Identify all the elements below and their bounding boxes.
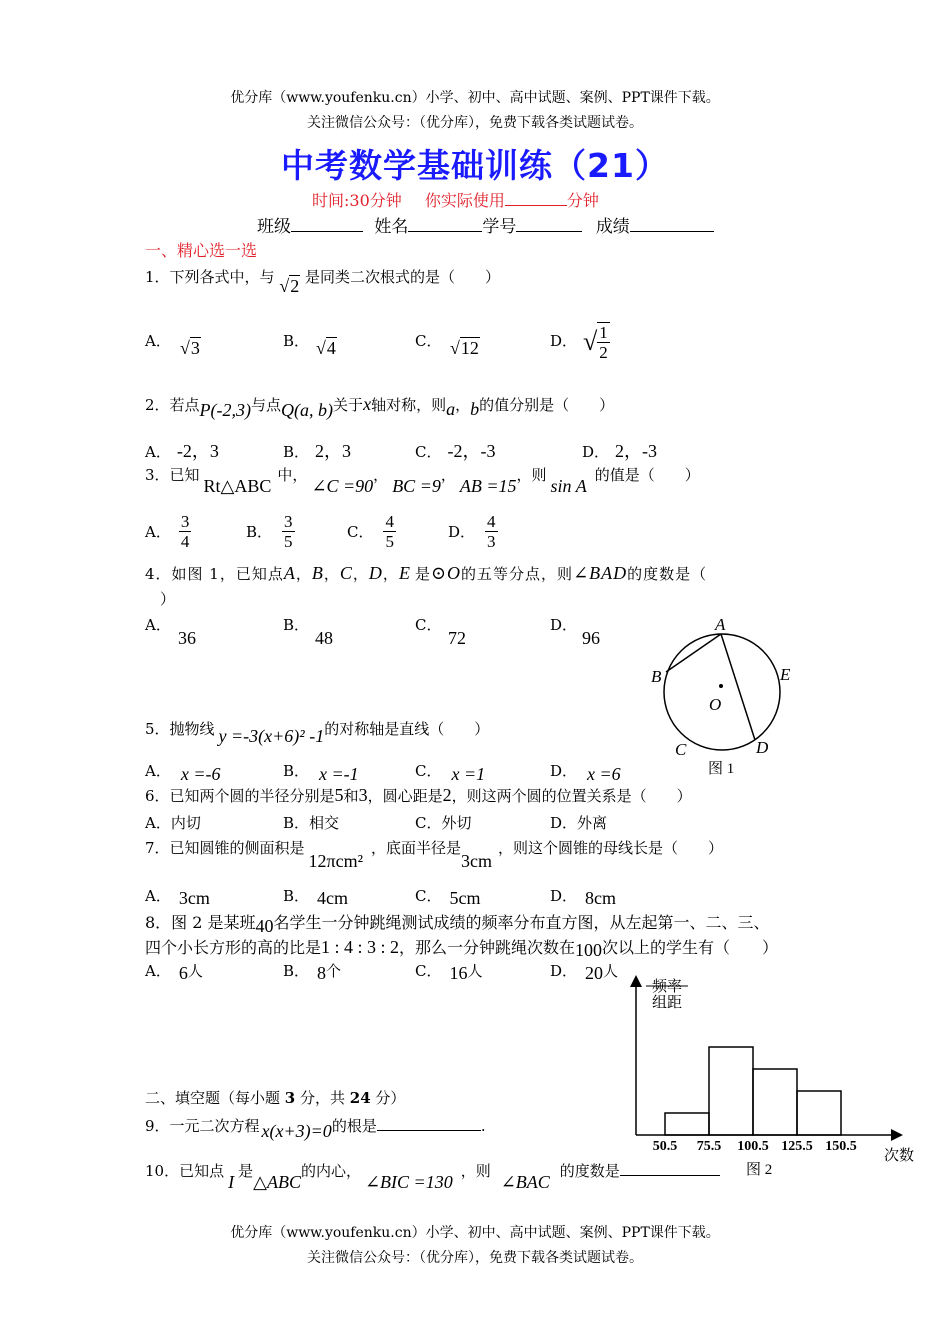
q4-circle-symbol: ⊙O (430, 563, 462, 583)
q1-suffix: 是同类二次根式的是（ ） (305, 268, 501, 286)
q4-option-c[interactable]: C． (415, 616, 442, 634)
header-line-1: 优分库（www.youfenku.cn）小学、初中、高中试题、案例、PPT课件下载。 (230, 90, 720, 106)
q9-equation: x(x+3)=0 (261, 1121, 332, 1141)
question-7: 7．已知圆锥的侧面积是12πcm²，底面半径是3cm，则这个圆锥的母线长是（ ） (145, 839, 724, 871)
question-3: 3．已知Rt△ABC中，∠C =90，BC =9，AB =15，则sin A的值是（ ） (145, 466, 700, 496)
footer-line-2: 关注微信公众号：（优分库），免费下载各类试题试卷。 (307, 1250, 643, 1266)
q1-option-b-value: √4 (316, 338, 336, 358)
time-limit: 时间:30分钟 (312, 191, 402, 210)
q4-option-d-value: 96 (582, 628, 600, 648)
q2-point-p: P(-2,3) (199, 400, 252, 420)
x-tick-label: 75.5 (696, 1139, 722, 1154)
q5-option-a[interactable]: A． x =-6 (145, 762, 221, 784)
score-label: 成绩 (595, 217, 630, 237)
q4-option-a-value: 36 (178, 628, 196, 648)
question-8-line-2: 四个小长方形的高的比是1 : 4 : 3 : 2，那么一分钟跳绳次数在100次以上的学生有（ ） (145, 937, 779, 960)
question-5: 5．抛物线 y =-3(x+6)² -1的对称轴是直线（ ） (145, 720, 490, 746)
time-used-label: 你实际使用 (424, 191, 505, 210)
q2-option-c[interactable]: C． -2，-3 (415, 441, 496, 461)
histogram-bar-4 (797, 1091, 841, 1135)
q4-close-paren: ） (160, 590, 176, 608)
section-1-title: 一、精心选一选 (145, 241, 258, 260)
histogram-bar-3 (753, 1069, 797, 1135)
q4-option-b-value: 48 (315, 628, 333, 648)
q7-area: 12πcm² (308, 851, 364, 871)
question-9: 9．一元二次方程 x(x+3)=0的根是 . (145, 1117, 486, 1141)
q1-option-d[interactable]: D． (550, 332, 578, 350)
q7-option-b[interactable]: B． 4cm (283, 887, 349, 908)
section-2-title: 二、填空题（每小题 3 分，共 24 分） (145, 1089, 406, 1107)
center-point (719, 684, 723, 688)
circle-o (664, 634, 780, 750)
q7-option-c[interactable]: C． 5cm (415, 887, 481, 908)
question-8-line-1: 8．图 2 是某班40名学生一分钟跳绳测试成绩的频率分布直方图，从左起第一、二、三、 (145, 913, 770, 936)
question-4: 4．如图 1，已知点A，B，C，D，E 是⊙O的五等分点，则∠BAD的度数是（ (145, 563, 708, 583)
id-blank[interactable] (516, 231, 582, 232)
q6-option-d[interactable]: D．外离 (550, 814, 608, 832)
q4-angle: ∠BAD (573, 563, 628, 583)
q3-option-c[interactable]: C． $\frac{4}{5}$ (347, 512, 394, 551)
x-tick-label: 125.5 (781, 1139, 813, 1154)
q1-option-b[interactable]: B． (283, 332, 310, 350)
q8-option-b[interactable]: B． 8个 (283, 962, 342, 983)
chord-ad (721, 634, 755, 740)
footer-line-1: 优分库（www.youfenku.cn）小学、初中、高中试题、案例、PPT课件下载。 (230, 1225, 720, 1241)
header-line-2: 关注微信公众号：（优分库），免费下载各类试题试卷。 (307, 115, 643, 131)
q4-option-b[interactable]: B． (283, 616, 310, 634)
q1-option-c-value: √12 (450, 338, 479, 358)
q1-sqrt: √2 (279, 276, 300, 296)
class-blank[interactable] (291, 231, 363, 232)
q1-option-d-value: √ $\frac{1}{2}$ (583, 323, 608, 362)
q1-option-c[interactable]: C． (415, 332, 442, 350)
y-label-denominator: 组距 (652, 995, 683, 1011)
question-6: 6．已知两个圆的半径分别是5和3，圆心距是2，则这两个圆的位置关系是（ ） (145, 785, 692, 805)
figure-2-caption: 图 2 (746, 1162, 773, 1178)
label-c: C (675, 740, 687, 759)
x-tick-label: 50.5 (652, 1139, 678, 1154)
q7-option-d[interactable]: D． 8cm (550, 887, 617, 908)
time-used-unit: 分钟 (566, 191, 599, 210)
label-a: A (715, 615, 726, 634)
label-e: E (780, 665, 791, 684)
q4-option-d[interactable]: D． (550, 616, 578, 634)
q1-prefix: 1．下列各式中，与 (145, 268, 275, 286)
name-label: 姓名 (374, 217, 409, 237)
q2-option-a[interactable]: A． -2，3 (145, 441, 219, 461)
histogram-bar-1 (665, 1113, 709, 1135)
q5-option-c[interactable]: C． x =1 (415, 762, 486, 784)
name-blank[interactable] (408, 231, 482, 232)
q3-triangle: Rt△ABC (203, 476, 272, 496)
label-d: D (756, 738, 769, 757)
y-label-numerator: 频率 (652, 979, 683, 995)
x-axis-label: 次数 (884, 1148, 915, 1164)
q1-option-a[interactable]: A． (145, 332, 171, 350)
histogram-bar-2 (709, 1047, 753, 1135)
q7-option-a[interactable]: A． 3cm (145, 887, 210, 908)
figure-2-histogram (620, 970, 930, 1180)
figure-1-circle (645, 610, 805, 780)
q4-option-c-value: 72 (448, 628, 466, 648)
q3-option-b[interactable]: B． $\frac{3}{5}$ (246, 512, 293, 551)
id-label: 学号 (482, 217, 517, 237)
x-tick-label: 150.5 (825, 1139, 857, 1154)
q2-point-q: Q(a, b) (281, 400, 334, 420)
info-line (257, 212, 714, 237)
q8-option-d[interactable]: D． 20人 (550, 962, 619, 983)
label-o: O (709, 695, 722, 714)
q8-ratio: 1 : 4 : 3 : 2 (321, 937, 400, 957)
q10-angle: ∠BIC =130 (364, 1172, 453, 1192)
q6-option-c[interactable]: C．外切 (415, 814, 472, 832)
q2-option-d[interactable]: D． 2，-3 (582, 441, 658, 461)
x-tick-label: 100.5 (737, 1139, 769, 1154)
question-2: 2．若点P(-2,3)与点Q(a, b)关于x轴对称，则a，b的值分别是（ ） (145, 394, 615, 420)
page-title: 中考数学基础训练（21） (281, 146, 669, 185)
q9-answer-blank[interactable] (377, 1130, 481, 1131)
q5-option-b[interactable]: B． x =-1 (283, 762, 359, 784)
question-1 (145, 266, 501, 296)
figure-1-caption: 图 1 (708, 761, 735, 777)
q4-option-a[interactable]: A． (145, 616, 171, 634)
q3-option-a[interactable]: A． $\frac{3}{4}$ (145, 512, 190, 551)
q8-option-a[interactable]: A． 6人 (145, 962, 203, 983)
q6-option-b[interactable]: B．相交 (283, 814, 340, 832)
time-used-blank[interactable] (505, 205, 567, 206)
time-line (312, 188, 599, 211)
q1-option-a-value: √3 (180, 338, 200, 358)
q3-angle: ∠C =90 (311, 476, 374, 496)
chord-ab (666, 634, 721, 672)
q2-option-b[interactable]: B． 2，3 (283, 441, 352, 461)
label-b: B (651, 667, 662, 686)
q3-option-d[interactable]: D． $\frac{4}{3}$ (448, 512, 496, 551)
q5-equation: y =-3(x+6)² -1 (218, 726, 325, 746)
q5-option-d[interactable]: D． x =6 (550, 762, 621, 784)
q10-answer-blank[interactable] (620, 1175, 720, 1176)
q8-option-c[interactable]: C． 16人 (415, 962, 483, 983)
question-10: 10．已知点I是△ABC的内心，∠BIC =130，则∠BAC的度数是 (145, 1160, 720, 1181)
class-label: 班级 (257, 217, 291, 237)
q6-option-a[interactable]: A．内切 (145, 814, 201, 832)
score-blank[interactable] (630, 231, 714, 232)
